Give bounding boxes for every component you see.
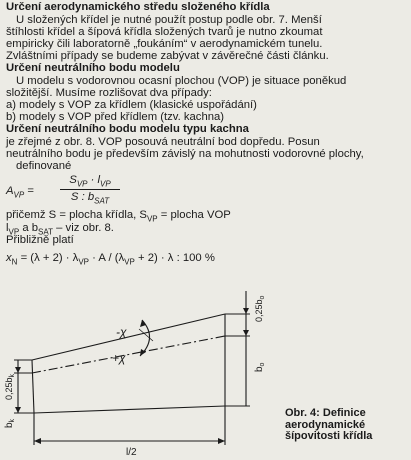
quarter-tip-chord-label: $0,25b_o$ <box>254 295 266 322</box>
paragraph-line: U modelu s vodorovnou ocasní plochou (VOP) je situace poněkud <box>16 75 347 87</box>
root-chord <box>32 360 34 413</box>
heading-aerodynamic-center: Určení aerodynamického středu složeného křídla <box>6 1 270 13</box>
paragraph-line: Zvláštními případy se budeme zabývat v závěrečné části článku. <box>6 50 329 62</box>
trailing-edge <box>34 406 225 413</box>
definition-line: přičemž S = plocha křídla, $S_{VP}$ = plocha VOP <box>6 209 231 224</box>
plus-chi-label: +χ <box>112 351 126 365</box>
paragraph-line: definované <box>16 160 72 172</box>
paragraph-line: neutrálního bodu je především závislý na mohutnosti vodorovné plochy, <box>6 148 364 160</box>
paragraph-line: b) modely s VOP před křídlem (tzv. kachna) <box>6 111 225 123</box>
figure-caption: Obr. 4: Definice aerodynamické šípovitosti křídla <box>285 407 373 442</box>
paragraph-line: a) modely s VOP za křídlem (klasické uspořádání) <box>6 99 257 111</box>
definition-line: Přibližně platí <box>6 234 74 246</box>
heading-neutral-point: Určení neutrálního bodu modelu <box>6 62 180 74</box>
formula-neutral-point: $x_N = (\lambda + 2) \cdot \lambda_{VP} \cdot A / (\lambda_{VP} + 2) \cdot \lambda$ : 100 % <box>6 252 215 267</box>
formula-lhs: $A_{VP}$ = <box>6 185 34 200</box>
heading-canard-neutral-point: Určení neutrálního bodu modelu typu kachna <box>6 123 249 135</box>
paragraph-line: je zřejmé z obr. 8. VOP posouvá neutrální bod dopředu. Posun <box>6 136 320 148</box>
formula-denominator: S : $b_{SAT}$ <box>70 191 110 206</box>
paragraph-line: empiricky čili laboratorně „foukáním“ v aerodynamickém tunelu. <box>6 38 323 50</box>
paragraph-line: U složených křídel je nutné použít postup podle obr. 7. Menší <box>16 14 322 26</box>
minus-chi-label: -χ <box>116 325 127 339</box>
tip-chord-label: $b_o$ <box>254 362 266 372</box>
paragraph-line: složitější. Musíme rozlišovat dva případy: <box>6 87 212 99</box>
quarter-root-chord-label: $0,25b_k$ <box>4 373 16 400</box>
leading-edge <box>32 314 225 360</box>
paragraph-line: štíhlosti křídel a šípová křídla složených tvarů je nutno zkoumat <box>6 26 323 38</box>
root-chord-label: $b_k$ <box>4 418 16 428</box>
quarter-chord-line <box>32 336 225 373</box>
definition-line: $l_{VP}$ a $b_{SAT}$ – viz obr. 8. <box>6 222 114 237</box>
formula-numerator: $S_{VP} \cdot l_{VP}$ <box>69 174 111 189</box>
half-span-label: l/2 <box>126 447 137 458</box>
